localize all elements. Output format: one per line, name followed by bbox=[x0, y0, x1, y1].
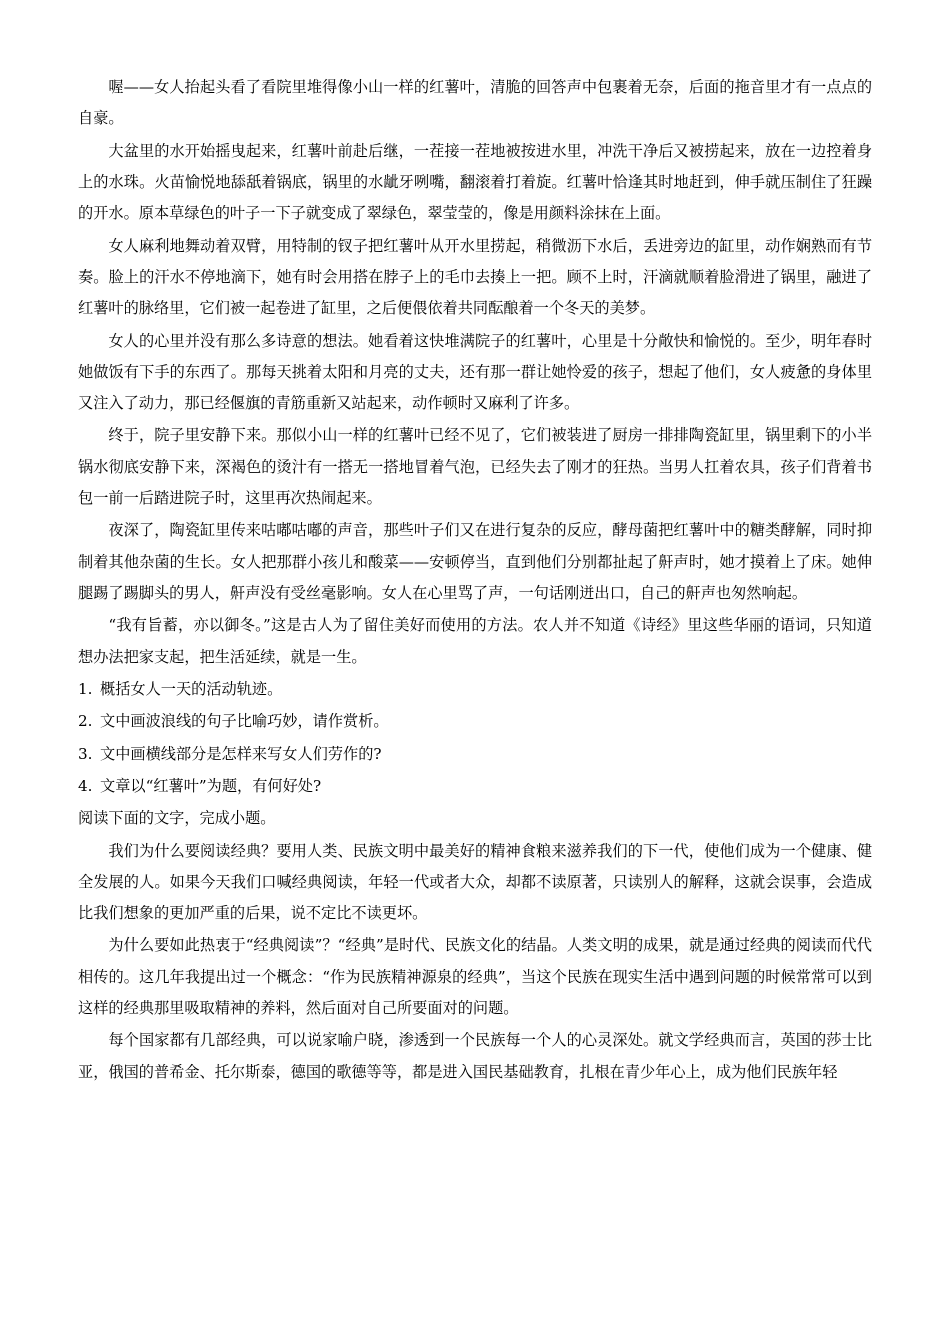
document-body bbox=[78, 72, 872, 1088]
list-item bbox=[78, 674, 872, 705]
question-number: 4. bbox=[78, 776, 93, 795]
paragraph: 夜深了，陶瓷缸里传来咕嘟咕嘟的声音，那些叶子们又在进行复杂的反应，酵母菌把红薯叶中的糖类酵解，同时抑制着其他杂菌的生长。女人把那群小孩儿和酸菜——安顿停当，直到他们分别都扯起了鼾声时，她才摸着上了床。她伸腿踢了踢脚头的男人，鼾声没有受丝毫影响。女人在心里骂了声，一句话刚迸出口，自己的鼾声也匆然响起。 bbox=[78, 521, 872, 602]
question-text: 文章以“红薯叶”为题，有何好处? bbox=[100, 776, 322, 795]
list-item bbox=[78, 706, 872, 737]
paragraph: 终于，院子里安静下来。那似小山一样的红薯叶已经不见了，它们被装进了厨房一排排陶瓷缸里，锅里剩下的小半锅水彻底安静下来，深褐色的烫汁有一搭无一搭地冒着气泡，已经失去了刚才的狂热。当男人扛着农具，孩子们背着书包一前一后踏进院子时，这里再次热闹起来。 bbox=[78, 426, 872, 508]
paragraph: 女人的心里并没有那么多诗意的想法。她看着这快堆满院子的红薯叶，心里是十分敞快和愉悦的。至少，明年春时她做饭有下手的东西了。那每天挑着太阳和月亮的丈夫，还有那一群让她怜爱的孩子，想起了他们，女人疲惫的身体里又注入了动力，那已经偃旗的青筋重新又站起来，动作顿时又麻利了许多。 bbox=[78, 331, 872, 413]
list-item bbox=[78, 771, 872, 802]
paragraph: 每个国家都有几部经典，可以说家喻户晓，渗透到一个民族每一个人的心灵深处。就文学经典而言，英国的莎士比亚，俄国的普希金、托尔斯泰，德国的歌德等等，都是进入国民基础教育，扎根在青少年心上，成为他们民族年轻 bbox=[78, 1031, 872, 1081]
question-number: 1. bbox=[78, 679, 93, 698]
paragraph: 女人麻利地舞动着双臂，用特制的钗子把红薯叶从开水里捞起，稍微沥下水后，丢进旁边的缸里，动作娴熟而有节奏。脸上的汗水不停地滴下，她有时会用搭在脖子上的毛巾去揍上一把。顾不上时，汗滴就顺着脸滑进了锅里，融进了红薯叶的脉络里，它们被一起卷进了缸里，之后便偎依着共同酝酿着一个冬天的美梦。 bbox=[78, 236, 872, 318]
question-number: 2. bbox=[78, 712, 93, 731]
paragraph: “我有旨蓄，亦以御冬。”这是古人为了留住美好而使用的方法。农人并不知道《诗经》里这些华丽的语词，只知道想办法把家支起，把生活延续，就是一生。 bbox=[78, 616, 872, 666]
question-list bbox=[78, 674, 872, 802]
question-number: 3. bbox=[78, 744, 93, 763]
question-text: 文中画横线部分是怎样来写女人们劳作的? bbox=[100, 744, 382, 763]
paragraph: 我们为什么要阅读经典？要用人类、民族文明中最美好的精神食粮来滋养我们的下一代，使他们成为一个健康、健全发展的人。如果今天我们口喊经典阅读，年轻一代或者大众，却都不读原著，只读别人的解释，这就会误事，会造成比我们想象的更加严重的后果，说不定比不读更坏。 bbox=[78, 841, 872, 923]
list-item bbox=[78, 739, 872, 770]
paragraph: 大盆里的水开始摇曳起来，红薯叶前赴后继，一茬接一茬地被按进水里，冲洗干净后又被捞起来，放在一边控着身上的水珠。火苗愉悦地舔舐着锅底，锅里的水龇牙咧嘴，翻滚着打着旋。红薯叶恰逢其时地赶到，伸手就压制住了狂躁的开水。原本草绿色的叶子一下子就变成了翠绿色，翠莹莹的，像是用颜料涂抹在上面。 bbox=[78, 141, 872, 223]
question-text: 概括女人一天的活动轨迹。 bbox=[100, 679, 283, 698]
paragraph: 为什么要如此热衷于“经典阅读”？“经典”是时代、民族文化的结晶。人类文明的成果，就是通过经典的阅读而代代相传的。这几年我提出过一个概念：“作为民族精神源泉的经典”，当这个民族在现实生活中遇到问题的时候常常可以到这样的经典那里吸取精神的养料，然后面对自己所要面对的问题。 bbox=[78, 936, 872, 1018]
paragraph: 喔——女人抬起头看了看院里堆得像小山一样的红薯叶，清脆的回答声中包裹着无奈，后面的拖音里才有一点点的自豪。 bbox=[78, 78, 872, 128]
question-text: 文中画波浪线的句子比喻巧妙，请作赏析。 bbox=[100, 712, 389, 731]
reading-instruction: 阅读下面的文字，完成小题。 bbox=[78, 809, 276, 828]
